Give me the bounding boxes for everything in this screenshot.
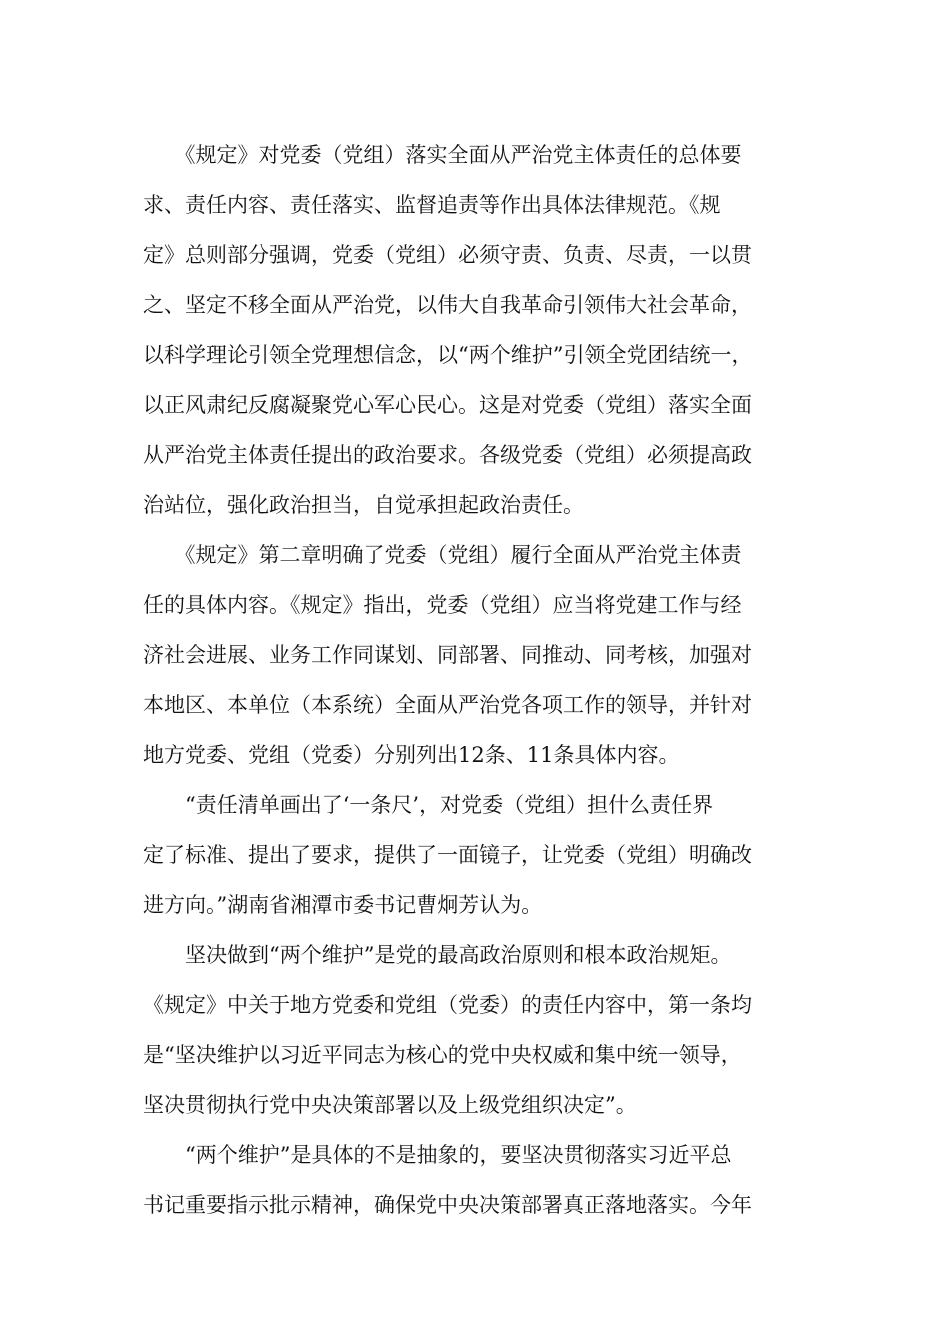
text-line: 定了标准、提出了要求，提供了一面镜子，让党委（党组）明确改: [143, 843, 752, 867]
text-line: 《规定》对党委（党组）落实全面从严治党主体责任的总体要: [143, 143, 742, 167]
text-line: 之、坚定不移全面从严治党，以伟大自我革命引领伟大社会革命，: [143, 293, 752, 317]
text-line: 地方党委、党组（党委）分别列出12条、11条具体内容。: [143, 743, 680, 767]
text-line: 以科学理论引领全党理想信念，以“两个维护”引领全党团结统一，: [143, 343, 753, 367]
text-line: 济社会进展、业务工作同谋划、同部署、同推动、同考核，加强对: [143, 643, 752, 667]
text-line: 治站位，强化政治担当，自觉承担起政治责任。: [143, 493, 584, 517]
text-line: 以正风肃纪反腐凝聚党心军心民心。这是对党委（党组）落实全面: [143, 393, 752, 417]
text-line: 是“坚决维护以习近平同志为核心的党中央权威和集中统一领导，: [143, 1043, 742, 1067]
text-line: “两个维护”是具体的不是抽象的，要坚决贯彻落实习近平总: [143, 1143, 732, 1167]
text-line: 坚决贯彻执行党中央决策部署以及上级党组织决定”。: [143, 1093, 637, 1117]
text-line: 《规定》第二章明确了党委（党组）履行全面从严治党主体责: [143, 543, 742, 567]
text-line: 本地区、本单位（本系统）全面从严治党各项工作的领导，并针对: [143, 693, 752, 717]
text-line: 任的具体内容。《规定》指出，党委（党组）应当将党建工作与经: [143, 593, 742, 617]
text-line: 定》总则部分强调，党委（党组）必须守责、负责、尽责，一以贯: [143, 243, 752, 267]
text-line: 书记重要指示批示精神，确保党中央决策部署真正落地落实。今年: [143, 1193, 752, 1217]
text-line: “责任清单画出了‘一条尺’，对党委（党组）担什么责任界: [143, 793, 714, 817]
text-line: 从严治党主体责任提出的政治要求。各级党委（党组）必须提高政: [143, 443, 752, 467]
text-line: 坚决做到“两个维护”是党的最高政治原则和根本政治规矩。: [143, 943, 732, 967]
text-line: 《规定》中关于地方党委和党组（党委）的责任内容中，第一条均: [143, 993, 752, 1017]
text-line: 进方向。”湖南省湘潭市委书记曹炯芳认为。: [143, 893, 543, 917]
text-line: 求、责任内容、责任落实、监督追责等作出具体法律规范。《规: [143, 193, 721, 217]
